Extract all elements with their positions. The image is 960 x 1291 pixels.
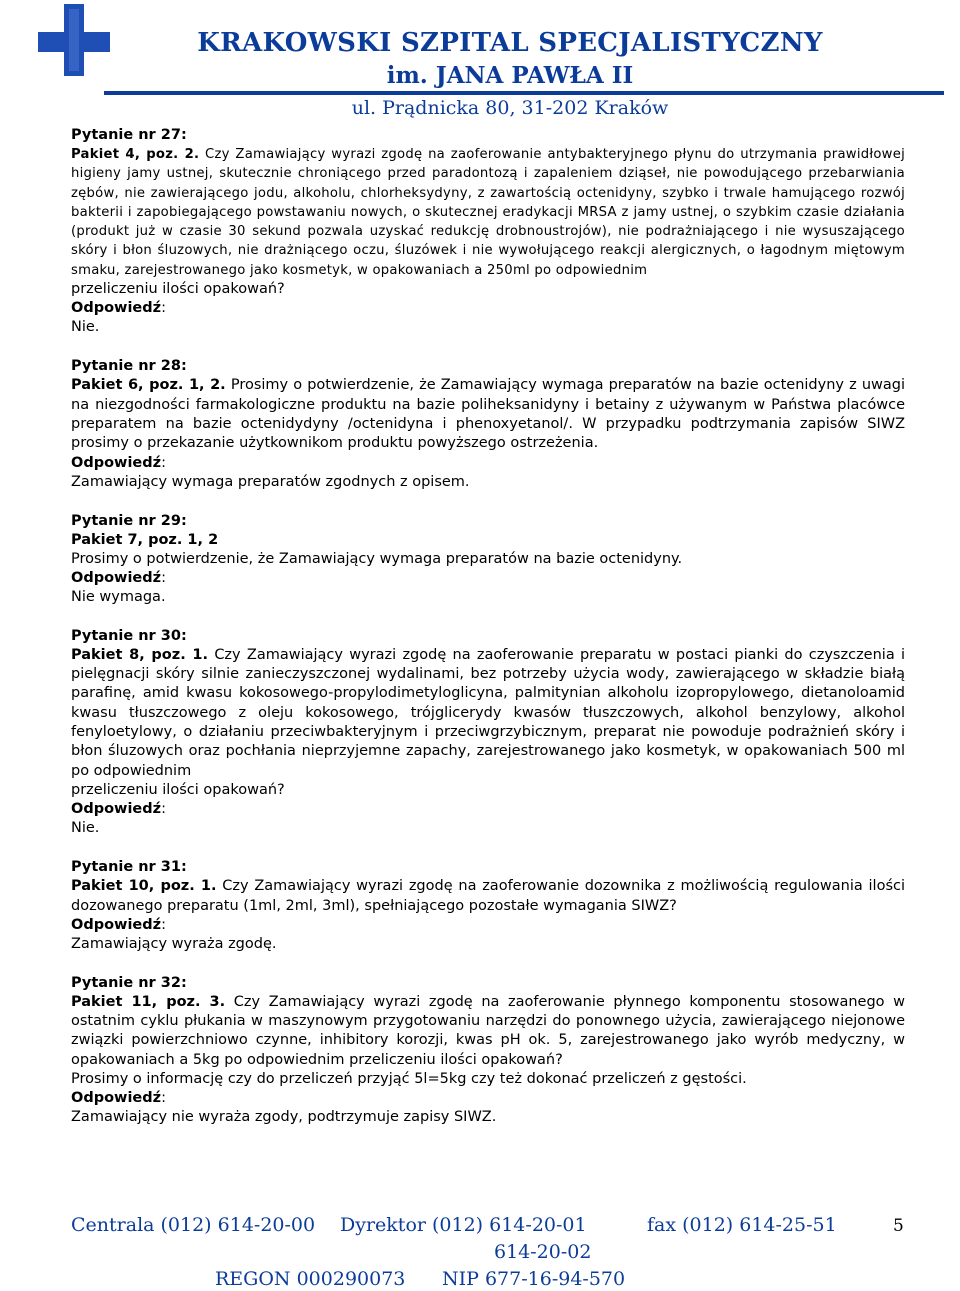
question-title: Pytanie nr 29: [71, 512, 187, 529]
answer-label: Odpowiedź: [71, 1090, 166, 1107]
hospital-name: KRAKOWSKI SZPITAL SPECJALISTYCZNY [197, 28, 823, 58]
answer-label: Odpowiedź: [71, 916, 166, 933]
question-title: Pytanie nr 30: [71, 627, 187, 644]
question-text [71, 145, 905, 280]
question-body: Prosimy o potwierdzenie, że Zamawiający wymaga preparatów na bazie octenidyny z uwagi na niezgodności farmakologiczne produktu na bazie poliheksanidyny i betainy z używanym w Państwa placówce preparatem na bazie octenidydyny /octenidyna i phenoxyetanol/. W przypadku podtrzymania zapisów SIWZ prosimy o przekazanie użytkownikom produktu powyższego ostrzeżenia. [71, 377, 905, 452]
pakiet-ref: Pakiet 8, poz. 1. [71, 646, 209, 663]
answer-label: Odpowiedź: [71, 801, 166, 818]
question-body: Czy Zamawiający wyrazi zgodę na zaoferowanie płynnego komponentu stosowanego w ostatnim cyklu płukania w maszynowym przygotowaniu narzędzi do ponownego użycia, zawierającego niejonowe związki powierzchniowo czynne, inhibitory korozji, kwas pH ok. 5, zarejestrowanego jako wyrób medyczny, w opakowaniach a 5kg po odpowiednim przeliczeniu ilości opakowań? [71, 993, 906, 1068]
answer-text: Nie. [71, 820, 100, 837]
page-header [0, 0, 960, 125]
question-text-cont: przeliczeniu ilości opakowań? [71, 781, 285, 798]
question-32 [71, 974, 905, 1127]
question-body: Prosimy o potwierdzenie, że Zamawiający wymaga preparatów na bazie octenidyny. [71, 550, 683, 567]
header-divider [104, 91, 944, 95]
question-title: Pytanie nr 32: [71, 974, 187, 991]
answer-text: Zamawiający wyraża zgodę. [71, 935, 277, 952]
answer-text: Nie wymaga. [71, 588, 166, 605]
question-body: Czy Zamawiający wyrazi zgodę na zaoferowanie antybakteryjnego płynu do utrzymania prawidłowej higieny jamy ustnej, skutecznie chroniącego przed paradontozą i zapaleniem dziąseł, nie powodującego przebarwiania zębów, nie zawierającego jodu, alkoholu, chlorheksydyny, z zawartością octenidyny, szybko i trwale hamującego rozwój bakterii i zapobiegającego powstawaniu nowych, o skutecznej eradykacji MRSA z jamy ustnej, o szybkim czasie działania (produkt już w czasie 30 sekund pozwala uzyskać redukcję drobnoustrojów), nie podrażniającego i nie wysuszającego skóry i błon śluzowych, nie drażniącego oczu, śluzówek i nie wywołującego reakcji alergicznych, o łagodnym miętowym smaku, zarejestrowanego jako kosmetyk, w opakowaniach a 250ml po odpowiednim [71, 147, 905, 278]
answer-label: Odpowiedź: [71, 300, 166, 317]
question-text [71, 646, 905, 781]
answer-text: Nie. [71, 319, 100, 336]
hospital-address: ul. Prądnicka 80, 31-202 Kraków [351, 97, 669, 119]
footer-fax: fax (012) 614-25-51 [647, 1214, 837, 1236]
question-text [71, 993, 905, 1070]
footer-centrala: Centrala (012) 614-20-00 [71, 1214, 316, 1236]
page-footer [0, 1210, 960, 1291]
medical-cross-logo-icon [38, 4, 110, 76]
question-29 [71, 512, 905, 607]
answer-label: Odpowiedź: [71, 569, 166, 586]
footer-regon: REGON 000290073 [215, 1268, 406, 1290]
answer-text: Zamawiający wymaga preparatów zgodnych z opisem. [71, 473, 470, 490]
page-number: 5 [893, 1216, 904, 1236]
question-28 [71, 357, 905, 491]
footer-nip: NIP 677-16-94-570 [442, 1268, 626, 1290]
question-text [71, 376, 905, 453]
question-text-cont: przeliczeniu ilości opakowań? [71, 281, 285, 298]
question-text [71, 877, 905, 916]
answer-label: Odpowiedź: [71, 454, 166, 471]
pakiet-ref: Pakiet 7, poz. 1, 2 [71, 531, 219, 548]
question-body: Czy Zamawiający wyrazi zgodę na zaoferowanie dozownika z możliwością regulowania ilości dozowanego preparatu (1ml, 2ml, 3ml), spełniającego pozostałe wymagania SIWZ? [71, 878, 906, 914]
question-title: Pytanie nr 28: [71, 358, 187, 375]
pakiet-ref: Pakiet 11, poz. 3. [71, 993, 226, 1010]
footer-dyrektor: Dyrektor (012) 614-20-01 [340, 1214, 587, 1236]
pakiet-ref: Pakiet 6, poz. 1, 2. [71, 377, 226, 394]
question-27 [71, 126, 905, 337]
pakiet-ref: Pakiet 10, poz. 1. [71, 878, 217, 895]
hospital-patron: im. JANA PAWŁA II [386, 62, 634, 89]
question-31 [71, 858, 905, 954]
question-title: Pytanie nr 31: [71, 859, 187, 876]
footer-dyrektor-2: 614-20-02 [494, 1241, 592, 1263]
pakiet-ref: Pakiet 4, poz. 2. [71, 147, 200, 162]
question-30 [71, 627, 905, 838]
question-title: Pytanie nr 27: [71, 127, 187, 143]
question-text-cont: Prosimy o informację czy do przeliczeń przyjąć 5l=5kg czy też dokonać przeliczeń z gęstości. [71, 1071, 747, 1088]
answer-text: Zamawiający nie wyraża zgody, podtrzymuje zapisy SIWZ. [71, 1109, 497, 1126]
document-body [71, 126, 905, 1147]
question-body: Czy Zamawiający wyrazi zgodę na zaoferowanie preparatu w postaci pianki do czyszczenia i pielęgnacji skóry silnie zanieczyszczonej wydalinami, bez potrzeby użycia wody, zawierającego w składzie białą parafinę, amid kwasu kokosowego-propylodimetyloglicyna, palmitynian alkoholu izopropylowego, dietanoloamid kwasu tłuszczowego z oleju kokosowego, trójglicerydy kwasów tłuszczowych, alkohol benzylowy, alkohol fenyloetylowy, o działaniu przeciwbakteryjnym i przeciwgrzybicznym, preparat nie powoduje podrażnień skóry i błon śluzowych oraz pochłania nieprzyjemne zapachy, zarejestrowanego jako kosmetyk, w opakowaniach 500 ml po odpowiednim [71, 646, 906, 779]
